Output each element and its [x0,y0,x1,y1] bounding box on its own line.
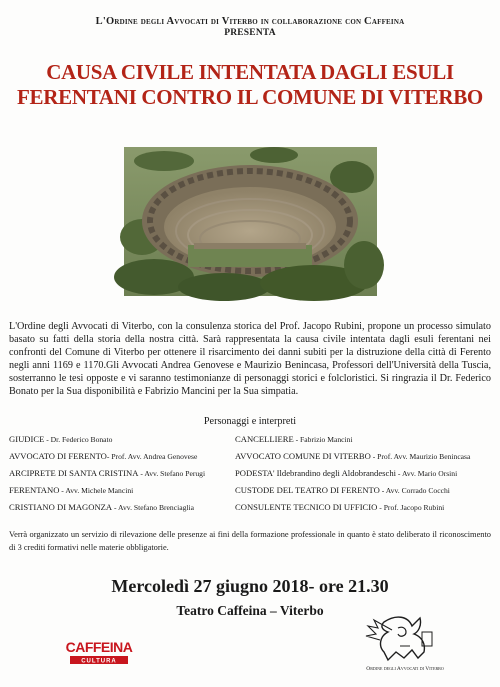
cast-entry: CUSTODE DEL TEATRO DI FERENTO - Avv. Corrado Cocchi [235,485,450,495]
cast-role: CONSULENTE TECNICO DI UFFICIO [235,502,378,512]
event-date: Mercoledì 27 giugno 2018- ore 21.30 [111,576,389,596]
cast-row [9,434,491,451]
cast-actor: Avv. Mario Orsini [401,469,458,478]
cast-role: ARCIPRETE DI SANTA CRISTINA [9,468,139,478]
caffeina-logo-text: CAFFEINA [65,639,133,655]
cast-actor: Avv. Stefano Brenciaglia [118,503,194,512]
cast-actor: Prof. Jacopo Rubini [383,503,445,512]
cast-actor: Avv. Stefano Perugi [144,469,206,478]
cast-row [9,502,491,519]
cast-entry: GIUDICE - Dr. Federico Bonato [9,434,113,444]
cast-entry: CONSULENTE TECNICO DI UFFICIO - Prof. Jacopo Rubini [235,502,445,512]
cast-actor: Prof. Avv. Andrea Genovese [111,452,198,461]
intro-paragraph: L'Ordine degli Avvocati di Viterbo, con la consulenza storica del Prof. Jacopo Rubini, propone un processo simulato basato su fatti della storia della nostra città. Sarà rappresentata la causa civile intentata dagli esuli ferentani nei confronti del Comune di Viterbo per ottenere il risarcimento dei danni subiti per la distruzione della città di Ferento negli anni 1169 e 1170.Gli Avvocati Andrea Genovese e Maurizio Benincasa, Professori dell'Università della Tuscia, sosterranno le tesi opposte e vi saranno testimonianze di personaggi storici e folcloristici. Si ringrazia il Dr. Federico Bonato per la Sua disponibilità e Fabrizio Mancini per la Sua simpatia. [9,321,491,398]
header-presenta: PRESENTA [224,28,276,38]
cast-actor: Avv. Michele Mancini [65,486,134,495]
ordine-logo-caption: Ordine degli Avvocati di Viterbo [366,666,444,672]
cast-actor: Prof. Avv. Maurizio Benincasa [377,452,471,461]
cast-entry: CRISTIANO DI MAGONZA - Avv. Stefano Brenciaglia [9,502,194,512]
amphitheater-photo [124,147,377,296]
cast-role: CUSTODE DEL TEATRO DI FERENTO [235,485,380,495]
header-line: L'Ordine degli Avvocati di Viterbo in collaborazione con Caffeina [95,16,405,27]
cast-role: FERENTANO [9,485,60,495]
cast-entry: PODESTA' Ildebrandino degli Aldobrandeschi - Avv. Mario Orsini [235,468,458,478]
cast-row [9,485,491,502]
cast-role: CRISTIANO DI MAGONZA [9,502,113,512]
cast-entry: FERENTANO - Avv. Michele Mancini [9,485,134,495]
winged-lion-icon [362,612,446,666]
cast-role: PODESTA' Ildebrandino degli Aldobrandeschi [235,468,397,478]
cast-entry: ARCIPRETE DI SANTA CRISTINA - Avv. Stefano Perugi [9,468,206,478]
title-line-1: CAUSA CIVILE INTENTATA DAGLI ESULI [46,60,454,84]
cast-row [9,468,491,485]
cast-role: CANCELLIERE [235,434,294,444]
event-venue: Teatro Caffeina – Viterbo [176,603,324,618]
caffeina-logo-subtext: CULTURA [81,658,117,665]
cast-actor: Avv. Corrado Cocchi [385,486,450,495]
cast-actor: Fabrizio Mancini [300,435,353,444]
caffeina-logo [65,628,133,668]
title-line-2: FERENTANI CONTRO IL COMUNE DI VITERBO [17,85,483,109]
cast-actor: Dr. Federico Bonato [50,435,113,444]
cast-entry: AVVOCATO COMUNE DI VITERBO - Prof. Avv. Maurizio Benincasa [235,451,471,461]
amphitheater-image [124,147,377,296]
page-title [0,60,500,110]
cast-entry: AVVOCATO DI FERENTO- Prof. Avv. Andrea Genovese [9,451,198,461]
cast-list [9,434,491,519]
cast-role: AVVOCATO DI FERENTO [9,451,107,461]
cast-row [9,451,491,468]
cast-role: GIUDICE [9,434,45,444]
cast-heading: Personaggi e interpreti [203,416,297,427]
credits-note: Verrà organizzato un servizio di rilevazione delle presenze ai fini della formazione professionale in quanto è stato deliberato il riconoscimento di 3 crediti formativi nelle materie obbligatorie. [9,530,491,552]
cast-entry: CANCELLIERE - Fabrizio Mancini [235,434,353,444]
cast-role: AVVOCATO COMUNE DI VITERBO [235,451,371,461]
header [0,16,500,38]
caffeina-logo-icon [65,628,133,668]
